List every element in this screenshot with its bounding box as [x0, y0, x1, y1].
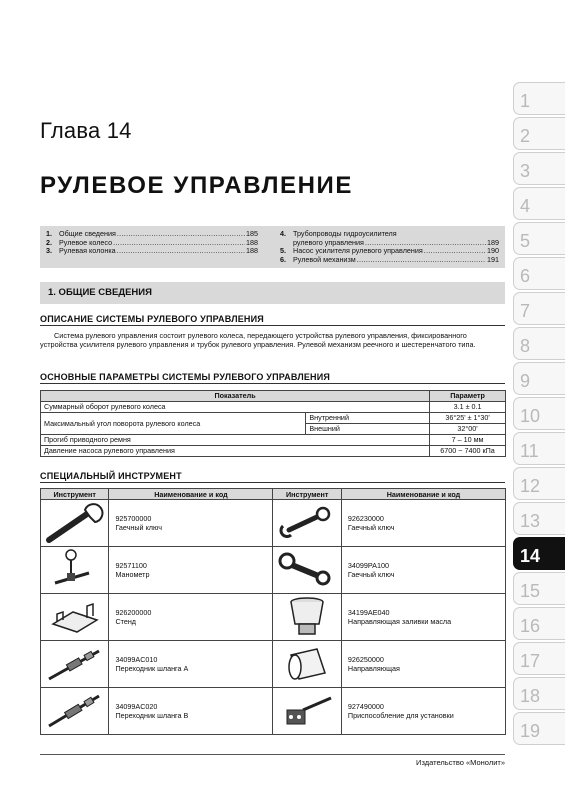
tool-image-cell: [273, 688, 341, 735]
footer-divider: [40, 754, 505, 755]
param-sublabel: Внешний: [306, 424, 430, 435]
toc-item-number: 3.: [46, 246, 52, 256]
toc-item[interactable]: [46, 247, 258, 256]
wrench-icon: [41, 500, 107, 546]
chapter-tab-19[interactable]: 19: [513, 712, 565, 745]
chapter-tab-9[interactable]: 9: [513, 362, 565, 395]
description-text: Система рулевого управления состоит рулевого колеса, передающего устройства рулевого управления, фиксированного устройства усилителя рулевого управления и трубок рулевого управления. Рулевой механизм реечного и шестеренчатого типа.: [40, 331, 476, 349]
toc-item-number: 4.: [280, 229, 286, 238]
toc-item-label: Насос усилителя рулевого управления: [293, 246, 423, 256]
param-label: Давление насоса рулевого управления: [41, 446, 430, 457]
chapter-tabs: [513, 82, 565, 747]
toc-item-number: 2.: [46, 237, 52, 247]
table-header-row: [41, 391, 506, 402]
tool-info: [341, 500, 505, 547]
table-row: [41, 500, 506, 547]
tool-image-cell: [273, 641, 341, 688]
col-indicator: Показатель: [41, 391, 430, 402]
tool-image-cell: [41, 547, 109, 594]
tool-info: [109, 547, 273, 594]
toc-leader: [424, 247, 486, 256]
table-row: [41, 594, 506, 641]
table-row: [41, 446, 506, 457]
tool-image-cell: [273, 500, 341, 547]
chapter-tab-7[interactable]: 7: [513, 292, 565, 325]
tool-info: [341, 547, 505, 594]
tool-code: 34099PA100: [347, 561, 389, 570]
param-label: Прогиб приводного ремня: [41, 435, 430, 446]
toc-item-label: Общие сведения: [59, 229, 116, 238]
chapter-tab-14[interactable]: 14: [513, 537, 565, 570]
toc-item-number: 5.: [280, 246, 286, 256]
stand-icon: [41, 594, 107, 640]
tool-info: [341, 594, 505, 641]
publisher-footer: Издательство «Монолит»: [416, 758, 505, 767]
tool-name: Манометр: [115, 570, 150, 579]
chapter-tab-18[interactable]: 18: [513, 677, 565, 710]
tool-name: Гаечный ключ: [347, 570, 395, 579]
tool-name: Гаечный ключ: [347, 523, 395, 532]
param-label: Суммарный оборот рулевого колеса: [41, 402, 430, 413]
param-value: 7 – 10 мм: [430, 435, 506, 446]
tool-info: [109, 688, 273, 735]
toc-item-number: 1.: [46, 229, 52, 238]
table-row: [41, 688, 506, 735]
hose-adapter-icon: [41, 641, 107, 687]
param-label: Максимальный угол поворота рулевого колеса: [41, 413, 306, 435]
tool-code: 926230000: [347, 514, 384, 523]
toc-column-right: [280, 230, 499, 265]
toc-item-page: 188: [246, 237, 258, 247]
oil-funnel-icon: [273, 594, 339, 640]
table-row: [41, 402, 506, 413]
tool-image-cell: [273, 594, 341, 641]
ratchet-wrench-icon: [273, 547, 339, 593]
chapter-tab-15[interactable]: 15: [513, 572, 565, 605]
hose-adapter-icon: [41, 688, 107, 734]
chapter-tab-4[interactable]: 4: [513, 187, 565, 220]
toc-item-number: 6.: [280, 255, 286, 265]
toc-item-label: Рулевая колонка: [59, 246, 116, 256]
tool-code: 92571100: [115, 561, 147, 570]
tool-image-cell: [41, 688, 109, 735]
toc-item-page: 188: [246, 246, 258, 256]
tool-name: Приспособление для установки: [347, 711, 454, 720]
table-row: [41, 413, 506, 424]
toc-item-label: Рулевой механизм: [293, 255, 356, 265]
tool-name: Направляющая: [347, 664, 400, 673]
params-table: [40, 390, 506, 457]
chapter-tab-13[interactable]: 13: [513, 502, 565, 535]
tool-name: Гаечный ключ: [115, 523, 162, 532]
page-title: РУЛЕВОЕ УПРАВЛЕНИЕ: [40, 172, 354, 199]
tool-name: Переходник шланга А: [115, 664, 189, 673]
tool-info: [109, 500, 273, 547]
tool-info: [341, 641, 505, 688]
tool-code: 925700000: [115, 514, 152, 523]
tools-heading: СПЕЦИАЛЬНЫЙ ИНСТРУМЕНТ: [40, 471, 505, 483]
chapter-tab-12[interactable]: 12: [513, 467, 565, 500]
chapter-tab-1[interactable]: 1: [513, 82, 565, 115]
tool-code: 926250000: [347, 655, 384, 664]
chapter-tab-3[interactable]: 3: [513, 152, 565, 185]
installer-tool-icon: [273, 688, 339, 734]
chapter-tab-6[interactable]: 6: [513, 257, 565, 290]
toc-item-page: 189: [487, 237, 499, 247]
description-heading: ОПИСАНИЕ СИСТЕМЫ РУЛЕВОГО УПРАВЛЕНИЯ: [40, 314, 505, 326]
table-header-row: [41, 489, 506, 500]
param-value: 6700 ~ 7400 кПа: [430, 446, 506, 457]
toc-item[interactable]: [280, 256, 499, 265]
toc-item-page: 185: [246, 229, 258, 238]
chapter-tab-11[interactable]: 11: [513, 432, 565, 465]
chapter-tab-8[interactable]: 8: [513, 327, 565, 360]
toc-leader: [357, 256, 486, 265]
tool-code: 34199AE040: [347, 608, 390, 617]
tool-code: 34099AC020: [115, 702, 158, 711]
table-row: [41, 641, 506, 688]
toc-item-label: Трубопроводы гидроусилителя: [293, 229, 397, 238]
section-header: 1. ОБЩИЕ СВЕДЕНИЯ: [40, 282, 505, 304]
tool-code: 926200000: [115, 608, 152, 617]
param-value: 36°25' ± 1°30': [430, 413, 506, 424]
tool-code: 927490000: [347, 702, 384, 711]
combination-wrench-icon: [273, 500, 339, 546]
toc-item-page: 190: [487, 246, 499, 256]
chapter-tab-2[interactable]: 2: [513, 117, 565, 150]
tool-name: Переходник шланга В: [115, 711, 189, 720]
col-name-right: Наименование и код: [341, 489, 505, 500]
table-row: [41, 547, 506, 594]
tools-table: [40, 488, 506, 735]
chapter-label: Глава 14: [40, 118, 132, 143]
tool-code: 34099AC010: [115, 655, 158, 664]
tool-name: Направляющая заливки масла: [347, 617, 452, 626]
tool-image-cell: [41, 594, 109, 641]
param-sublabel: Внутренний: [306, 413, 430, 424]
col-name-left: Наименование и код: [109, 489, 273, 500]
toc-leader: [117, 247, 245, 256]
toc-item-page: 191: [487, 255, 499, 265]
col-tool-left: Инструмент: [41, 489, 109, 500]
toc-leader: [113, 239, 245, 248]
guide-sleeve-icon: [273, 641, 339, 687]
toc-leader: [117, 230, 245, 239]
table-row: [41, 435, 506, 446]
table-of-contents: [40, 226, 505, 268]
chapter-tab-17[interactable]: 17: [513, 642, 565, 675]
tool-image-cell: [41, 641, 109, 688]
chapter-tab-5[interactable]: 5: [513, 222, 565, 255]
pressure-gauge-icon: [41, 547, 107, 593]
tool-image-cell: [41, 500, 109, 547]
param-value: 3.1 ± 0.1: [430, 402, 506, 413]
tool-info: [341, 688, 505, 735]
toc-item-label: рулевого управления: [293, 237, 364, 247]
param-value: 32°00': [430, 424, 506, 435]
tool-info: [109, 641, 273, 688]
col-parameter: Параметр: [430, 391, 506, 402]
params-heading: ОСНОВНЫЕ ПАРАМЕТРЫ СИСТЕМЫ РУЛЕВОГО УПРАВЛЕНИЯ: [40, 372, 505, 384]
col-tool-right: Инструмент: [273, 489, 341, 500]
chapter-tab-16[interactable]: 16: [513, 607, 565, 640]
tool-image-cell: [273, 547, 341, 594]
toc-column-left: [46, 230, 258, 256]
tool-info: [109, 594, 273, 641]
toc-item-label: Рулевое колесо: [59, 237, 113, 247]
chapter-tab-10[interactable]: 10: [513, 397, 565, 430]
tool-name: Стенд: [115, 617, 136, 626]
